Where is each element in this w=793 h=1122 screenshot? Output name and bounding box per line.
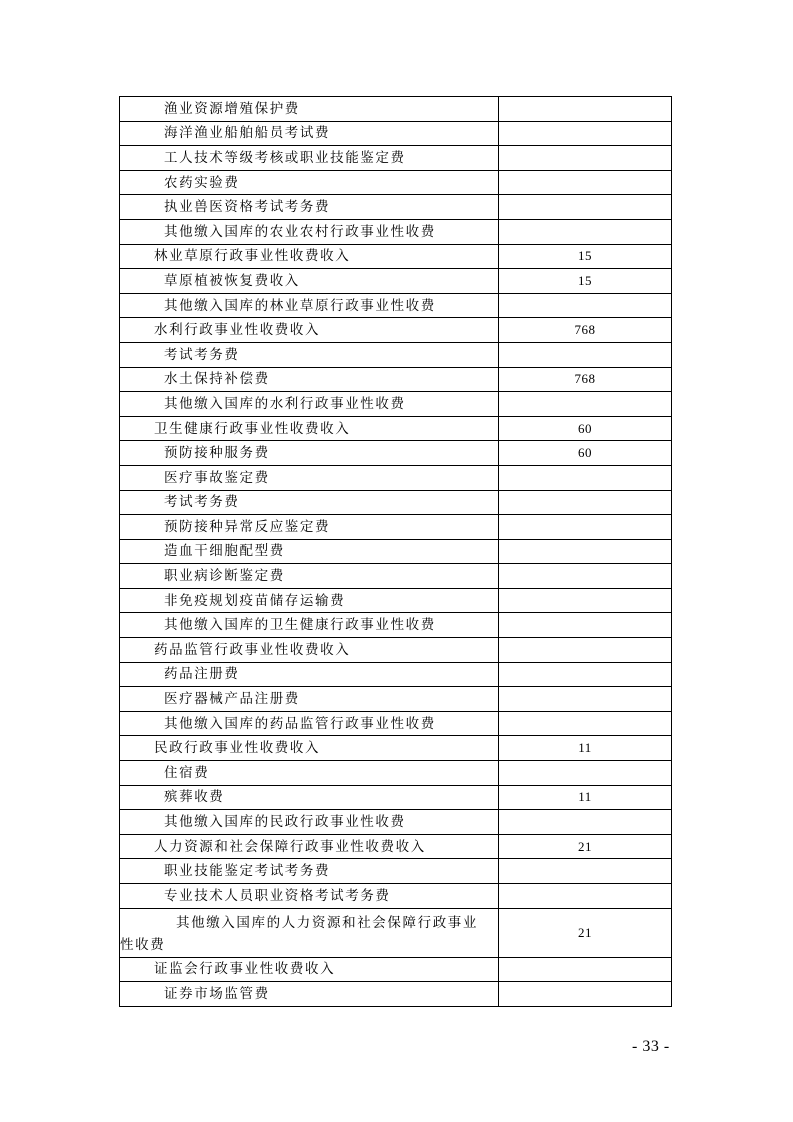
table-row xyxy=(120,785,672,810)
table-row xyxy=(120,490,672,515)
category-value: 11 xyxy=(499,736,672,761)
item-name: 其他缴入国库的水利行政事业性收费 xyxy=(120,392,499,417)
item-name: 职业病诊断鉴定费 xyxy=(120,564,499,589)
item-name: 水土保持补偿费 xyxy=(120,367,499,392)
item-name: 证券市场监管费 xyxy=(120,982,499,1007)
item-name: 非免疫规划疫苗储存运输费 xyxy=(120,588,499,613)
item-name: 职业技能鉴定考试考务费 xyxy=(120,859,499,884)
item-value xyxy=(499,97,672,122)
item-name: 造血干细胞配型费 xyxy=(120,539,499,564)
item-value xyxy=(499,810,672,835)
table-row xyxy=(120,662,672,687)
page-number: - 33 - xyxy=(632,1038,670,1055)
category-value: 60 xyxy=(499,416,672,441)
item-name: 殡葬收费 xyxy=(120,785,499,810)
table-row-category xyxy=(120,736,672,761)
table-row xyxy=(120,859,672,884)
table-row xyxy=(120,97,672,122)
item-value: 11 xyxy=(499,785,672,810)
table-row xyxy=(120,195,672,220)
item-value: 15 xyxy=(499,269,672,294)
item-value xyxy=(499,662,672,687)
category-name: 民政行政事业性收费收入 xyxy=(120,736,499,761)
table-row xyxy=(120,982,672,1007)
item-value xyxy=(499,342,672,367)
table-row xyxy=(120,884,672,909)
item-name: 其他缴入国库的人力资源和社会保障行政事业性收费 xyxy=(120,914,478,953)
table-row xyxy=(120,810,672,835)
item-value xyxy=(499,859,672,884)
table-row-category xyxy=(120,318,672,343)
item-value xyxy=(499,982,672,1007)
item-value xyxy=(499,121,672,146)
item-value xyxy=(499,761,672,786)
category-name: 证监会行政事业性收费收入 xyxy=(120,957,499,982)
table-row xyxy=(120,539,672,564)
item-name: 专业技术人员职业资格考试考务费 xyxy=(120,884,499,909)
item-name-cell xyxy=(120,908,499,957)
category-name: 水利行政事业性收费收入 xyxy=(120,318,499,343)
item-value xyxy=(499,170,672,195)
item-value: 60 xyxy=(499,441,672,466)
item-value xyxy=(499,884,672,909)
table-row xyxy=(120,588,672,613)
item-name: 预防接种异常反应鉴定费 xyxy=(120,515,499,540)
table-row-category xyxy=(120,957,672,982)
table-row xyxy=(120,342,672,367)
item-name: 其他缴入国库的民政行政事业性收费 xyxy=(120,810,499,835)
category-value: 21 xyxy=(499,834,672,859)
table-row xyxy=(120,711,672,736)
table-row xyxy=(120,170,672,195)
item-value xyxy=(499,195,672,220)
table-row xyxy=(120,908,672,957)
category-name: 人力资源和社会保障行政事业性收费收入 xyxy=(120,834,499,859)
item-value xyxy=(499,515,672,540)
category-value: 15 xyxy=(499,244,672,269)
item-name: 药品注册费 xyxy=(120,662,499,687)
table-row-category xyxy=(120,244,672,269)
item-name: 预防接种服务费 xyxy=(120,441,499,466)
item-value xyxy=(499,539,672,564)
item-value xyxy=(499,711,672,736)
table-row xyxy=(120,367,672,392)
item-value xyxy=(499,219,672,244)
item-value xyxy=(499,564,672,589)
table-row xyxy=(120,761,672,786)
item-name: 执业兽医资格考试考务费 xyxy=(120,195,499,220)
table-row xyxy=(120,515,672,540)
item-value xyxy=(499,465,672,490)
item-name: 医疗器械产品注册费 xyxy=(120,687,499,712)
item-name: 其他缴入国库的卫生健康行政事业性收费 xyxy=(120,613,499,638)
item-value xyxy=(499,392,672,417)
category-name: 林业草原行政事业性收费收入 xyxy=(120,244,499,269)
item-name: 考试考务费 xyxy=(120,490,499,515)
item-name: 医疗事故鉴定费 xyxy=(120,465,499,490)
item-value: 768 xyxy=(499,367,672,392)
item-name: 其他缴入国库的农业农村行政事业性收费 xyxy=(120,219,499,244)
table-row xyxy=(120,392,672,417)
table-row xyxy=(120,613,672,638)
item-value xyxy=(499,613,672,638)
category-name: 卫生健康行政事业性收费收入 xyxy=(120,416,499,441)
item-name: 考试考务费 xyxy=(120,342,499,367)
table-row xyxy=(120,121,672,146)
item-name: 住宿费 xyxy=(120,761,499,786)
table-row xyxy=(120,269,672,294)
table-row xyxy=(120,293,672,318)
item-name: 工人技术等级考核或职业技能鉴定费 xyxy=(120,146,499,171)
item-name: 农药实验费 xyxy=(120,170,499,195)
item-name: 渔业资源增殖保护费 xyxy=(120,97,499,122)
fee-table xyxy=(119,96,672,1007)
table-row-category xyxy=(120,416,672,441)
item-value xyxy=(499,588,672,613)
item-value: 21 xyxy=(499,908,672,957)
item-name: 海洋渔业船舶船员考试费 xyxy=(120,121,499,146)
item-name: 其他缴入国库的林业草原行政事业性收费 xyxy=(120,293,499,318)
item-value xyxy=(499,293,672,318)
item-name: 其他缴入国库的药品监管行政事业性收费 xyxy=(120,711,499,736)
category-value xyxy=(499,638,672,663)
table-row xyxy=(120,687,672,712)
table-row xyxy=(120,441,672,466)
category-value: 768 xyxy=(499,318,672,343)
table-row-category xyxy=(120,834,672,859)
category-name: 药品监管行政事业性收费收入 xyxy=(120,638,499,663)
table-row xyxy=(120,564,672,589)
category-value xyxy=(499,957,672,982)
table-row xyxy=(120,465,672,490)
item-value xyxy=(499,687,672,712)
table-row-category xyxy=(120,638,672,663)
item-value xyxy=(499,146,672,171)
table-row xyxy=(120,146,672,171)
item-value xyxy=(499,490,672,515)
item-name: 草原植被恢复费收入 xyxy=(120,269,499,294)
table-row xyxy=(120,219,672,244)
